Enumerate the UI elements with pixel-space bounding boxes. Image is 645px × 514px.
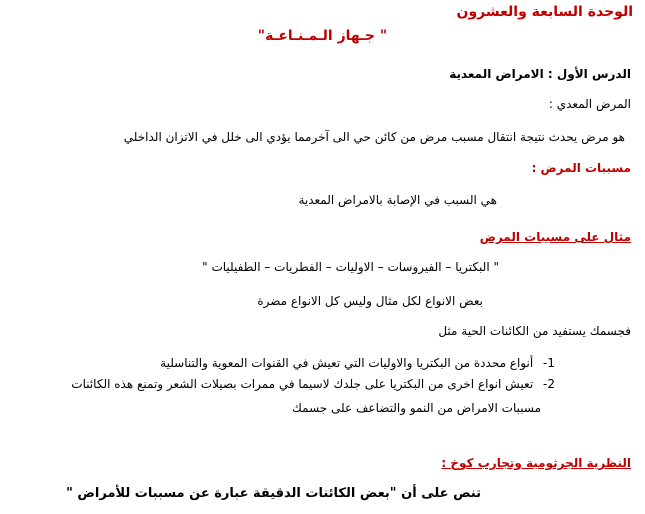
infectious-disease-label: المرض المعدي :: [548, 97, 631, 111]
list-item-text: أنواع محددة من البكتريا والاوليات التي تعيش في القنوات المعوية والتناسلية: [160, 356, 534, 370]
list-continuation: مسببات الامراض من النمو والتضاعف على جسمك: [292, 401, 541, 415]
pathogen-examples: " البكتريا – الفيروسات – الاوليات – الفطريات – الطفيليات ": [202, 260, 499, 274]
list-item-number: 1-: [543, 356, 555, 370]
germ-theory-statement: [12, 486, 481, 502]
list-item-text: تعيش انواع اخرى من البكتريا على جلدك لاسيما في ممرات بصيلات الشعر وتمنع هذه الكائنات: [71, 377, 534, 391]
pathogens-heading: مسببات المرض :: [531, 161, 631, 175]
lesson-title: الدرس الأول : الامراض المعدية: [449, 67, 631, 81]
note: بعض الانواع لكل مثال وليس كل الانواع مضرة: [257, 294, 483, 308]
pathogen-examples-heading: مثال على مسببات المرض: [479, 230, 631, 244]
system-title: " جـهاز الـمـنـاعـة": [257, 28, 388, 44]
pathogens-definition: هي السبب في الإصابة بالامراض المعدية: [298, 193, 497, 207]
body-intro: فجسمك يستفيد من الكائنات الحية مثل: [438, 324, 631, 338]
infectious-disease-definition: هو مرض يحدث نتيجة انتقال مسبب مرض من كائن حي الى آخرمما يؤدي الى خلل في الاتزان الداخلي: [123, 130, 625, 144]
germ-theory-text: أن "بعض الكائنات الدقيقة عبارة عن مسببات للأمراض ": [66, 486, 417, 501]
list-item: [12, 376, 555, 392]
list-item-number: 2-: [543, 377, 555, 391]
unit-title: الوحدة السابعة والعشرون: [456, 4, 633, 20]
germ-theory-lead: تنص على: [421, 486, 481, 501]
list-item: [12, 355, 555, 371]
germ-theory-heading: النظرية الجرثومية وتجارب كوخ :: [441, 456, 631, 470]
